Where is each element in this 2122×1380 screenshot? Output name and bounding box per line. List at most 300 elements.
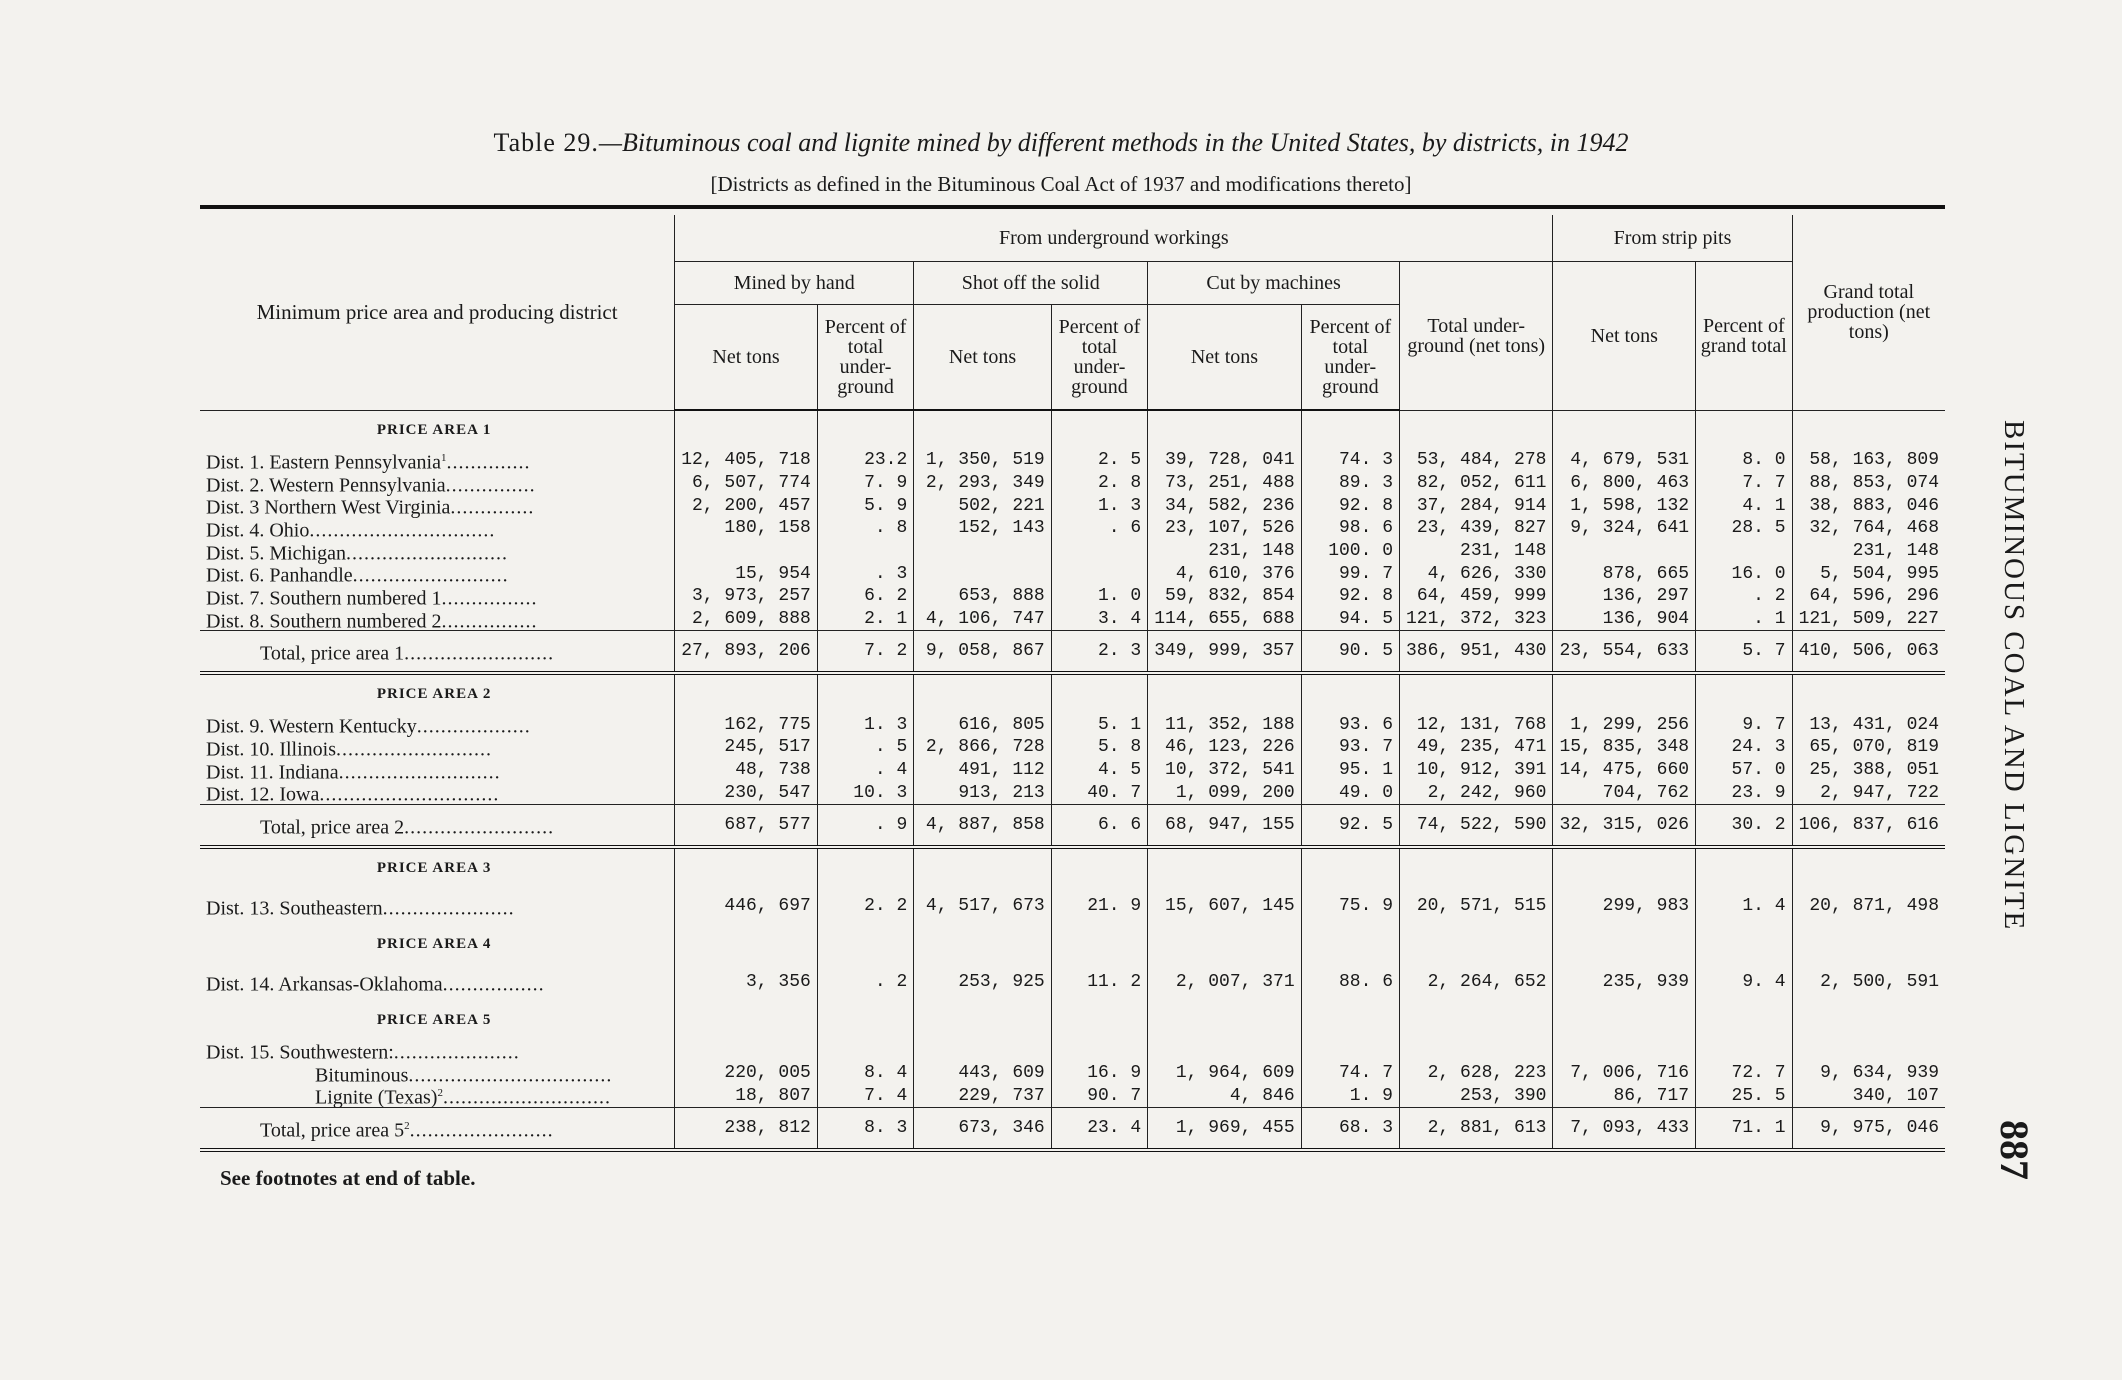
solid-pct-cell: 3. 4 [1051,608,1147,631]
grand-total-cell [1792,1039,1945,1062]
empty-cell [1301,673,1399,713]
empty-cell [1792,673,1945,713]
district-row [200,1062,1945,1085]
row-label-text: Total, price area 5 [260,1119,405,1142]
empty-cell [817,673,913,713]
strip-net-tons-header: Net tons [1553,262,1696,411]
row-label-text: Dist. 3 Northern West Virginia [206,496,451,519]
machines-net-tons-cell: 4, 846 [1148,1084,1301,1107]
solid-pct-cell [1051,562,1147,585]
header-row-1 [200,215,1945,262]
strip-pct-cell: 9. 4 [1696,963,1792,1001]
empty-cell [1696,925,1792,963]
solid-net-tons-cell: 9, 058, 867 [914,631,1051,674]
price-area-row [200,673,1945,713]
strip-pct-cell: 16. 0 [1696,562,1792,585]
row-label [200,631,675,674]
total-underground-cell: 2, 242, 960 [1400,781,1553,804]
empty-cell [675,1001,818,1039]
strip-net-tons-cell: 704, 762 [1553,781,1696,804]
hand-pct-cell: 6. 2 [817,585,913,608]
hand-header: Mined by hand [675,262,914,305]
hand-pct-cell: 8. 4 [817,1062,913,1085]
stub-header: Minimum price area and producing district [200,215,675,410]
strip-net-tons-cell: 299, 983 [1553,887,1696,925]
hand-pct-cell: . 9 [817,804,913,847]
leader-dots: ............................... [309,519,496,542]
machines-net-tons-cell: 68, 947, 155 [1148,804,1301,847]
row-label [200,804,675,847]
row-label-text: Lignite (Texas) [315,1086,438,1109]
row-label [200,540,675,563]
empty-cell [817,925,913,963]
row-label [200,472,675,495]
leader-dots: ........................ [409,1119,554,1142]
hand-net-tons-cell: 230, 547 [675,781,818,804]
strip-header: From strip pits [1553,215,1792,262]
strip-net-tons-cell: 86, 717 [1553,1084,1696,1107]
solid-net-tons-cell: 4, 517, 673 [914,887,1051,925]
strip-net-tons-cell: 9, 324, 641 [1553,517,1696,540]
empty-cell [1148,410,1301,449]
table-caption: —Bituminous coal and lignite mined by different methods in the United States, by districts, in 1942 [598,128,1629,157]
price-area-label: PRICE AREA 1 [376,421,492,438]
machines-net-tons-cell: 73, 251, 488 [1148,472,1301,495]
hand-net-tons-cell: 48, 738 [675,759,818,782]
empty-cell [1051,673,1147,713]
row-label [200,608,675,631]
footnote-marker: 2 [437,1087,443,1100]
row-label-text: Dist. 10. Illinois [206,738,337,761]
row-label-text: Dist. 4. Ohio [206,519,310,542]
table-title [0,128,2122,158]
empty-cell [1400,410,1553,449]
district-row [200,540,1945,563]
row-label-text: Dist. 15. Southwestern: [206,1041,394,1064]
row-label-text: Dist. 13. Southeastern [206,897,383,920]
hand-net-tons-cell: 162, 775 [675,713,818,736]
strip-pct-cell: 8. 0 [1696,449,1792,472]
strip-pct-cell: . 2 [1696,585,1792,608]
solid-net-tons-cell: 653, 888 [914,585,1051,608]
strip-net-tons-cell: 136, 904 [1553,608,1696,631]
solid-header: Shot off the solid [914,262,1148,305]
hand-pct-cell: 10. 3 [817,781,913,804]
empty-cell [914,925,1051,963]
hand-pct-cell: 2. 2 [817,887,913,925]
strip-net-tons-cell: 7, 006, 716 [1553,1062,1696,1085]
machines-pct-cell: 1. 9 [1301,1084,1399,1107]
solid-pct-cell: 90. 7 [1051,1084,1147,1107]
empty-cell [914,847,1051,887]
row-label [200,1039,675,1062]
hand-pct-cell: 7. 4 [817,1084,913,1107]
hand-pct-cell: . 2 [817,963,913,1001]
machines-header: Cut by machines [1148,262,1400,305]
strip-net-tons-cell [1553,1039,1696,1062]
strip-net-tons-cell: 878, 665 [1553,562,1696,585]
hand-pct-cell [817,540,913,563]
solid-pct-cell: 40. 7 [1051,781,1147,804]
machines-pct-cell: 92. 5 [1301,804,1399,847]
strip-pct-cell: 1. 4 [1696,887,1792,925]
empty-cell [675,410,818,449]
empty-cell [1051,925,1147,963]
underground-header: From underground workings [675,215,1553,262]
empty-cell [1792,925,1945,963]
district-row [200,759,1945,782]
footnote-marker: 2 [404,1119,410,1132]
hand-net-tons-cell: 446, 697 [675,887,818,925]
district-row [200,781,1945,804]
solid-pct-header: Percent of total under-ground [1051,305,1147,411]
empty-cell [675,925,818,963]
empty-cell [1148,673,1301,713]
leader-dots: ......................... [404,816,555,839]
grand-total-cell: 231, 148 [1792,540,1945,563]
empty-cell [1148,847,1301,887]
price-area-row [200,410,1945,449]
row-label [200,713,675,736]
empty-cell [1553,410,1696,449]
table-number: Table 29. [493,128,599,157]
hand-pct-cell: 7. 9 [817,472,913,495]
machines-pct-cell: 89. 3 [1301,472,1399,495]
solid-pct-cell: 1. 0 [1051,585,1147,608]
price-area-row [200,925,1945,963]
empty-cell [1553,847,1696,887]
hand-net-tons-cell: 27, 893, 206 [675,631,818,674]
strip-pct-cell [1696,540,1792,563]
strip-pct-cell: 57. 0 [1696,759,1792,782]
solid-pct-cell: . 6 [1051,517,1147,540]
footnote: See footnotes at end of table. [220,1166,476,1190]
solid-pct-cell: 11. 2 [1051,963,1147,1001]
solid-net-tons-cell: 4, 887, 858 [914,804,1051,847]
leader-dots: ................ [441,587,538,610]
hand-pct-cell [817,1039,913,1062]
grand-total-cell: 88, 853, 074 [1792,472,1945,495]
strip-pct-cell: 72. 7 [1696,1062,1792,1085]
row-label-text: Dist. 2. Western Pennsylvania [206,474,446,497]
strip-pct-cell: 4. 1 [1696,494,1792,517]
hand-pct-header: Percent of total under-ground [817,305,913,411]
grand-total-cell: 20, 871, 498 [1792,887,1945,925]
row-label-text: Dist. 12. Iowa [206,783,320,806]
machines-pct-cell [1301,1039,1399,1062]
total-underground-header: Total under-ground (net tons) [1400,262,1553,411]
empty-cell [1792,1001,1945,1039]
solid-pct-cell: 16. 9 [1051,1062,1147,1085]
machines-net-tons-cell: 2, 007, 371 [1148,963,1301,1001]
machines-net-tons-cell: 34, 582, 236 [1148,494,1301,517]
row-label-text: Dist. 7. Southern numbered 1 [206,587,442,610]
empty-cell [914,673,1051,713]
empty-cell [1051,1001,1147,1039]
row-label [200,887,675,925]
empty-cell [1553,1001,1696,1039]
solid-pct-cell [1051,540,1147,563]
solid-net-tons-cell [914,1039,1051,1062]
empty-cell [1051,410,1147,449]
machines-net-tons-cell: 1, 969, 455 [1148,1107,1301,1150]
district-row [200,562,1945,585]
footnote-marker: 1 [440,452,447,464]
hand-pct-cell: 5. 9 [817,494,913,517]
hand-pct-cell: 7. 2 [817,631,913,674]
empty-cell [1148,925,1301,963]
hand-net-tons-cell [675,540,818,563]
grand-total-cell: 58, 163, 809 [1792,449,1945,472]
grand-total-cell: 340, 107 [1792,1084,1945,1107]
hand-net-tons-cell: 687, 577 [675,804,818,847]
hand-net-tons-cell: 18, 807 [675,1084,818,1107]
empty-cell [914,410,1051,449]
production-table [200,205,1945,1152]
strip-net-tons-cell: 136, 297 [1553,585,1696,608]
grand-total-cell: 25, 388, 051 [1792,759,1945,782]
district-row [200,585,1945,608]
strip-pct-cell: 25. 5 [1696,1084,1792,1107]
empty-cell [1792,410,1945,449]
strip-net-tons-cell: 32, 315, 026 [1553,804,1696,847]
grand-total-cell: 2, 500, 591 [1792,963,1945,1001]
empty-cell [1696,410,1792,449]
price-area-row [200,1001,1945,1039]
hand-net-tons-cell: 3, 973, 257 [675,585,818,608]
grand-total-cell: 65, 070, 819 [1792,736,1945,759]
hand-pct-cell: . 3 [817,562,913,585]
district-row [200,449,1945,472]
hand-pct-cell: . 4 [817,759,913,782]
grand-total-cell: 32, 764, 468 [1792,517,1945,540]
row-label-text: Dist. 11. Indiana [206,761,339,784]
solid-net-tons-cell: 2, 866, 728 [914,736,1051,759]
empty-cell [817,1001,913,1039]
grand-total-cell: 2, 947, 722 [1792,781,1945,804]
hand-pct-cell: . 5 [817,736,913,759]
leader-dots: ......................... [404,642,555,665]
row-label [200,585,675,608]
row-label [200,517,675,540]
total-underground-cell: 23, 439, 827 [1400,517,1553,540]
solid-pct-cell: 5. 1 [1051,713,1147,736]
grand-total-cell: 38, 883, 046 [1792,494,1945,517]
machines-net-tons-cell: 46, 123, 226 [1148,736,1301,759]
row-label [200,494,675,517]
row-label [200,759,675,782]
leader-dots: .............................. [319,783,500,806]
district-row [200,887,1945,925]
leader-dots: ...................... [382,897,515,920]
total-underground-cell: 2, 264, 652 [1400,963,1553,1001]
empty-cell [1301,410,1399,449]
solid-net-tons-cell: 443, 609 [914,1062,1051,1085]
machines-net-tons-cell: 231, 148 [1148,540,1301,563]
hand-pct-cell: 8. 3 [817,1107,913,1150]
row-label [200,1107,675,1150]
hand-net-tons-cell: 180, 158 [675,517,818,540]
total-underground-cell: 253, 390 [1400,1084,1553,1107]
solid-pct-cell: 1. 3 [1051,494,1147,517]
row-label [200,1062,675,1085]
strip-net-tons-cell: 15, 835, 348 [1553,736,1696,759]
row-label [200,1084,675,1107]
solid-pct-cell: 6. 6 [1051,804,1147,847]
price-area-label: PRICE AREA 5 [376,1011,492,1028]
total-underground-cell: 20, 571, 515 [1400,887,1553,925]
solid-pct-cell: 21. 9 [1051,887,1147,925]
hand-net-tons-cell: 15, 954 [675,562,818,585]
solid-pct-cell: 5. 8 [1051,736,1147,759]
district-row [200,608,1945,631]
strip-net-tons-cell: 6, 800, 463 [1553,472,1696,495]
total-underground-cell: 82, 052, 611 [1400,472,1553,495]
grand-total-cell: 106, 837, 616 [1792,804,1945,847]
hand-net-tons-cell: 245, 517 [675,736,818,759]
empty-cell [914,1001,1051,1039]
total-underground-cell [1400,1039,1553,1062]
solid-pct-cell [1051,1039,1147,1062]
empty-cell [1696,1001,1792,1039]
machines-net-tons-cell: 10, 372, 541 [1148,759,1301,782]
row-label-text: Dist. 14. Arkansas-Oklahoma [206,973,443,996]
price-area-label: PRICE AREA 4 [376,935,492,952]
machines-pct-cell: 92. 8 [1301,494,1399,517]
strip-net-tons-cell [1553,540,1696,563]
row-label [200,736,675,759]
empty-cell [1792,847,1945,887]
strip-pct-cell: 7. 7 [1696,472,1792,495]
strip-net-tons-cell: 4, 679, 531 [1553,449,1696,472]
machines-net-tons-cell: 23, 107, 526 [1148,517,1301,540]
solid-net-tons-header: Net tons [914,305,1051,411]
machines-pct-cell: 74. 3 [1301,449,1399,472]
district-row [200,736,1945,759]
machines-pct-cell: 93. 6 [1301,713,1399,736]
solid-net-tons-cell: 673, 346 [914,1107,1051,1150]
total-underground-cell: 2, 628, 223 [1400,1062,1553,1085]
district-row [200,713,1945,736]
empty-cell [1301,925,1399,963]
machines-net-tons-cell: 39, 728, 041 [1148,449,1301,472]
solid-pct-cell: 23. 4 [1051,1107,1147,1150]
empty-cell [1400,673,1553,713]
machines-net-tons-cell: 1, 964, 609 [1148,1062,1301,1085]
empty-cell [1696,847,1792,887]
machines-net-tons-cell [1148,1039,1301,1062]
hand-pct-cell: . 8 [817,517,913,540]
total-underground-cell: 121, 372, 323 [1400,608,1553,631]
leader-dots: .............. [450,496,535,519]
total-row [200,631,1945,674]
machines-pct-cell: 92. 8 [1301,585,1399,608]
empty-cell [1051,847,1147,887]
solid-pct-cell: 4. 5 [1051,759,1147,782]
total-underground-cell: 74, 522, 590 [1400,804,1553,847]
strip-pct-cell: 9. 7 [1696,713,1792,736]
leader-dots: .................................. [408,1064,613,1087]
solid-net-tons-cell: 229, 737 [914,1084,1051,1107]
leader-dots: ........................... [346,542,508,565]
empty-cell [817,847,913,887]
leader-dots: ........................... [338,761,501,784]
total-underground-cell: 37, 284, 914 [1400,494,1553,517]
strip-pct-cell: 24. 3 [1696,736,1792,759]
strip-pct-cell: 30. 2 [1696,804,1792,847]
solid-pct-cell: 2. 5 [1051,449,1147,472]
hand-net-tons-cell: 220, 005 [675,1062,818,1085]
row-label-text: Bituminous [315,1064,409,1087]
empty-cell [1148,1001,1301,1039]
price-area-row [200,847,1945,887]
machines-pct-cell: 75. 9 [1301,887,1399,925]
strip-net-tons-cell: 14, 475, 660 [1553,759,1696,782]
row-label [200,449,675,472]
leader-dots: ............... [445,474,536,497]
total-underground-cell: 231, 148 [1400,540,1553,563]
leader-dots: ............................ [442,1086,611,1109]
machines-net-tons-header: Net tons [1148,305,1301,411]
leader-dots: ................. [442,973,545,996]
district-row [200,517,1945,540]
machines-net-tons-cell: 114, 655, 688 [1148,608,1301,631]
empty-cell [1301,847,1399,887]
hand-net-tons-cell: 6, 507, 774 [675,472,818,495]
leader-dots: ..................... [393,1041,520,1064]
strip-pct-cell: 23. 9 [1696,781,1792,804]
machines-pct-cell: 88. 6 [1301,963,1399,1001]
leader-dots: .............. [446,451,531,474]
row-label-text: Dist. 8. Southern numbered 2 [206,610,442,633]
total-underground-cell: 386, 951, 430 [1400,631,1553,674]
total-underground-cell: 2, 881, 613 [1400,1107,1553,1150]
strip-pct-cell [1696,1039,1792,1062]
solid-net-tons-cell: 152, 143 [914,517,1051,540]
row-label [200,963,675,1001]
price-area-label: PRICE AREA 3 [376,859,492,876]
page-number: 887 [1992,1120,2037,1180]
solid-net-tons-cell [914,540,1051,563]
empty-cell [1553,925,1696,963]
machines-net-tons-cell: 1, 099, 200 [1148,781,1301,804]
hand-net-tons-cell: 12, 405, 718 [675,449,818,472]
row-label [200,562,675,585]
total-underground-cell: 4, 626, 330 [1400,562,1553,585]
row-label-text: Dist. 5. Michigan [206,542,346,565]
grand-total-cell: 121, 509, 227 [1792,608,1945,631]
district-row [200,1039,1945,1062]
leader-dots: .......................... [352,564,509,587]
hand-pct-cell: 23.2 [817,449,913,472]
row-label-text: Dist. 6. Panhandle [206,564,353,587]
solid-pct-cell: 2. 3 [1051,631,1147,674]
empty-cell [675,673,818,713]
empty-cell [1400,1001,1553,1039]
district-row [200,1084,1945,1107]
strip-net-tons-cell: 23, 554, 633 [1553,631,1696,674]
solid-net-tons-cell: 2, 293, 349 [914,472,1051,495]
machines-pct-cell: 93. 7 [1301,736,1399,759]
empty-cell [1696,673,1792,713]
solid-net-tons-cell: 1, 350, 519 [914,449,1051,472]
machines-pct-header: Percent of total under-ground [1301,305,1399,411]
row-label [200,781,675,804]
machines-net-tons-cell: 349, 999, 357 [1148,631,1301,674]
total-row [200,1107,1945,1150]
machines-pct-cell: 68. 3 [1301,1107,1399,1150]
grand-total-cell: 5, 504, 995 [1792,562,1945,585]
